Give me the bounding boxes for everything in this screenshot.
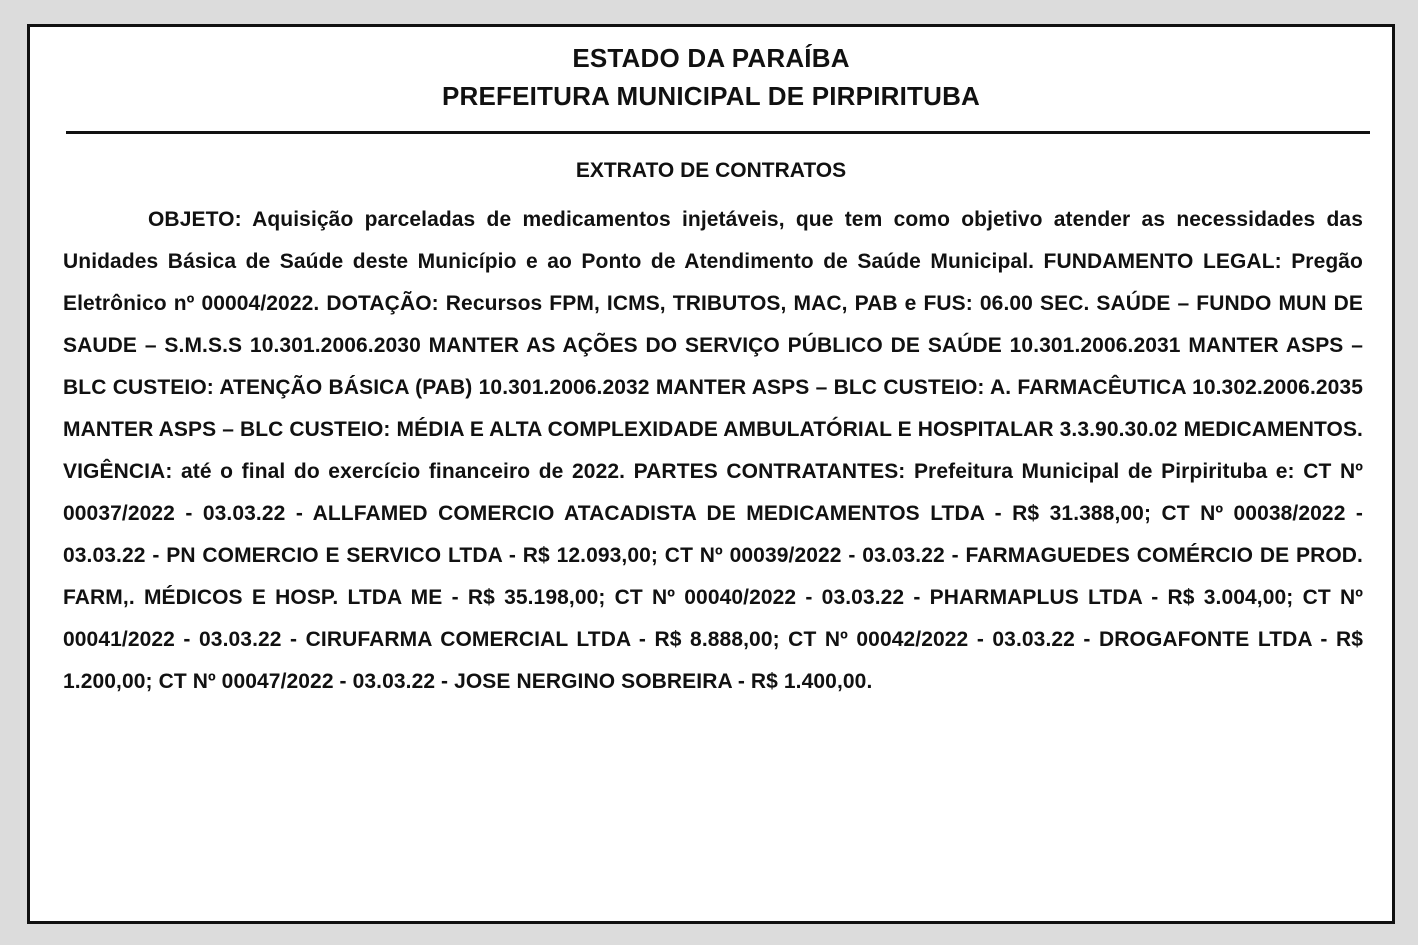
section-title: EXTRATO DE CONTRATOS	[575, 159, 847, 182]
contract-extract-body: OBJETO: Aquisição parceladas de medicamentos injetáveis, que tem como objetivo atender as necessidades das Unidades Básica de Saúde deste Município e ao Ponto de Atendimento de Saúde Municipal. FUNDAMENTO LEGAL: Pregão Eletrônico nº 00004/2022. DOTAÇÃO: Recursos FPM, ICMS, TRIBUTOS, MAC, PAB e FUS: 06.00 SEC. SAÚDE – FUNDO MUN DE SAUDE – S.M.S.S 10.301.2006.2030 MANTER AS AÇÕES DO SERVIÇO PÚBLICO DE SAÚDE 10.301.2006.2031 MANTER ASPS – BLC CUSTEIO: ATENÇÃO BÁSICA (PAB) 10.301.2006.2032 MANTER ASPS – BLC CUSTEIO: A. FARMACÊUTICA 10.302.2006.2035 MANTER ASPS – BLC CUSTEIO: MÉDIA E ALTA COMPLEXIDADE AMBULATÓRIAL E HOSPITALAR 3.3.90.30.02 MEDICAMENTOS. VIGÊNCIA: até o final do exercício financeiro de 2022. PARTES CONTRATANTES: Prefeitura Municipal de Pirpirituba e: CT Nº 00037/2022 - 03.03.22 - ALLFAMED COMERCIO ATACADISTA DE MEDICAMENTOS LTDA - R$ 31.388,00; CT Nº 00038/2022 - 03.03.22 - PN COMERCIO E SERVICO LTDA - R$ 12.093,00; CT Nº 00039/2022 - 03.03.22 - FARMAGUEDES COMÉRCIO DE PROD. FARM,. MÉDICOS E HOSP. LTDA ME - R$ 35.198,00; CT Nº 00040/2022 - 03.03.22 - PHARMAPLUS LTDA - R$ 3.004,00; CT Nº 00041/2022 - 03.03.22 - CIRUFARMA COMERCIAL LTDA - R$ 8.888,00; CT Nº 00042/2022 - 03.03.22 - DROGAFONTE LTDA - R$ 1.200,00; CT Nº 00047/2022 - 03.03.22 - JOSE NERGINO SOBREIRA - R$ 1.400,00.	[63, 208, 1363, 693]
notice-box	[27, 24, 1395, 924]
header-divider	[66, 131, 1370, 134]
municipality-title: PREFEITURA MUNICIPAL DE PIRPIRITUBA	[441, 81, 981, 111]
state-title: ESTADO DA PARAÍBA	[572, 43, 850, 73]
